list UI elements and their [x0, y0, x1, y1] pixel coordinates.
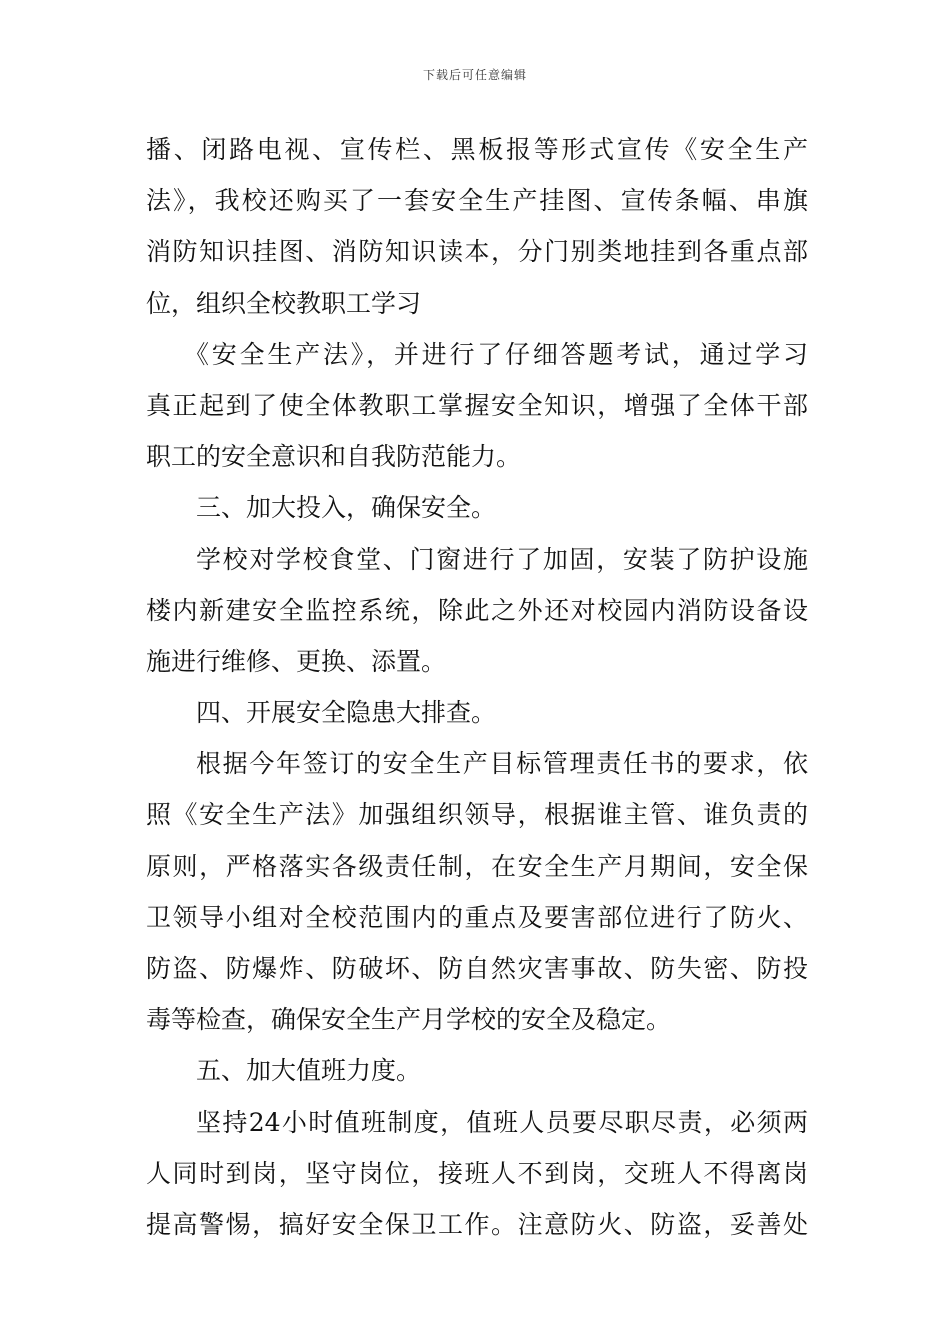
text-line: 职工的安全意识和自我防范能力。 — [146, 442, 522, 472]
text-line: 防盗、防爆炸、防破坏、防自然灾害事故、防失密、防投 — [146, 954, 808, 983]
text-line: 位，组织全校教职工学习 — [146, 288, 422, 318]
text-line: 照《安全生产法》加强组织领导，根据谁主管、谁负责的 — [146, 800, 808, 830]
page-header: 下载后可任意编辑 — [422, 68, 527, 82]
text-line: 《安全生产法》，并进行了仔细答题考试，通过学习 — [184, 339, 808, 369]
text-line: 原则，严格落实各级责任制，在安全生产月期间，安全保 — [146, 851, 808, 881]
text-line: 人同时到岗，坚守岗位，接班人不到岗，交班人不得离岗 — [146, 1158, 808, 1188]
text-line: 施进行维修、更换、添置。 — [146, 646, 447, 676]
section-heading: 五、加大值班力度。 — [196, 1056, 422, 1086]
document-body — [146, 124, 808, 1250]
text-line: 学校对学校食堂、门窗进行了加固，安装了防护设施 — [196, 544, 808, 574]
text-line: 坚持24小时值班制度，值班人员要尽职尽责，必须两 — [196, 1107, 808, 1137]
text-line: 毒等检查，确保安全生产月学校的安全及稳定。 — [146, 1005, 672, 1035]
text-line: 卫领导小组对全校范围内的重点及要害部位进行了防火、 — [146, 902, 808, 932]
section-heading: 三、加大投入，确保安全。 — [196, 493, 497, 523]
text-line: 楼内新建安全监控系统，除此之外还对校园内消防设备设 — [146, 595, 808, 625]
text-line: 消防知识挂图、消防知识读本，分门别类地挂到各重点部 — [146, 237, 808, 267]
text-line: 提高警惕，搞好安全保卫工作。注意防火、防盗，妥善处 — [146, 1209, 808, 1239]
text-line: 真正起到了使全体教职工掌握安全知识，增强了全体干部 — [146, 390, 808, 420]
text-line: 播、闭路电视、宣传栏、黑板报等形式宣传《安全生产 — [146, 135, 808, 164]
text-line: 根据今年签订的安全生产目标管理责任书的要求，依 — [196, 749, 808, 779]
text-line: 法》，我校还购买了一套安全生产挂图、宣传条幅、串旗 — [146, 186, 808, 216]
section-heading: 四、开展安全隐患大排查。 — [196, 698, 497, 728]
